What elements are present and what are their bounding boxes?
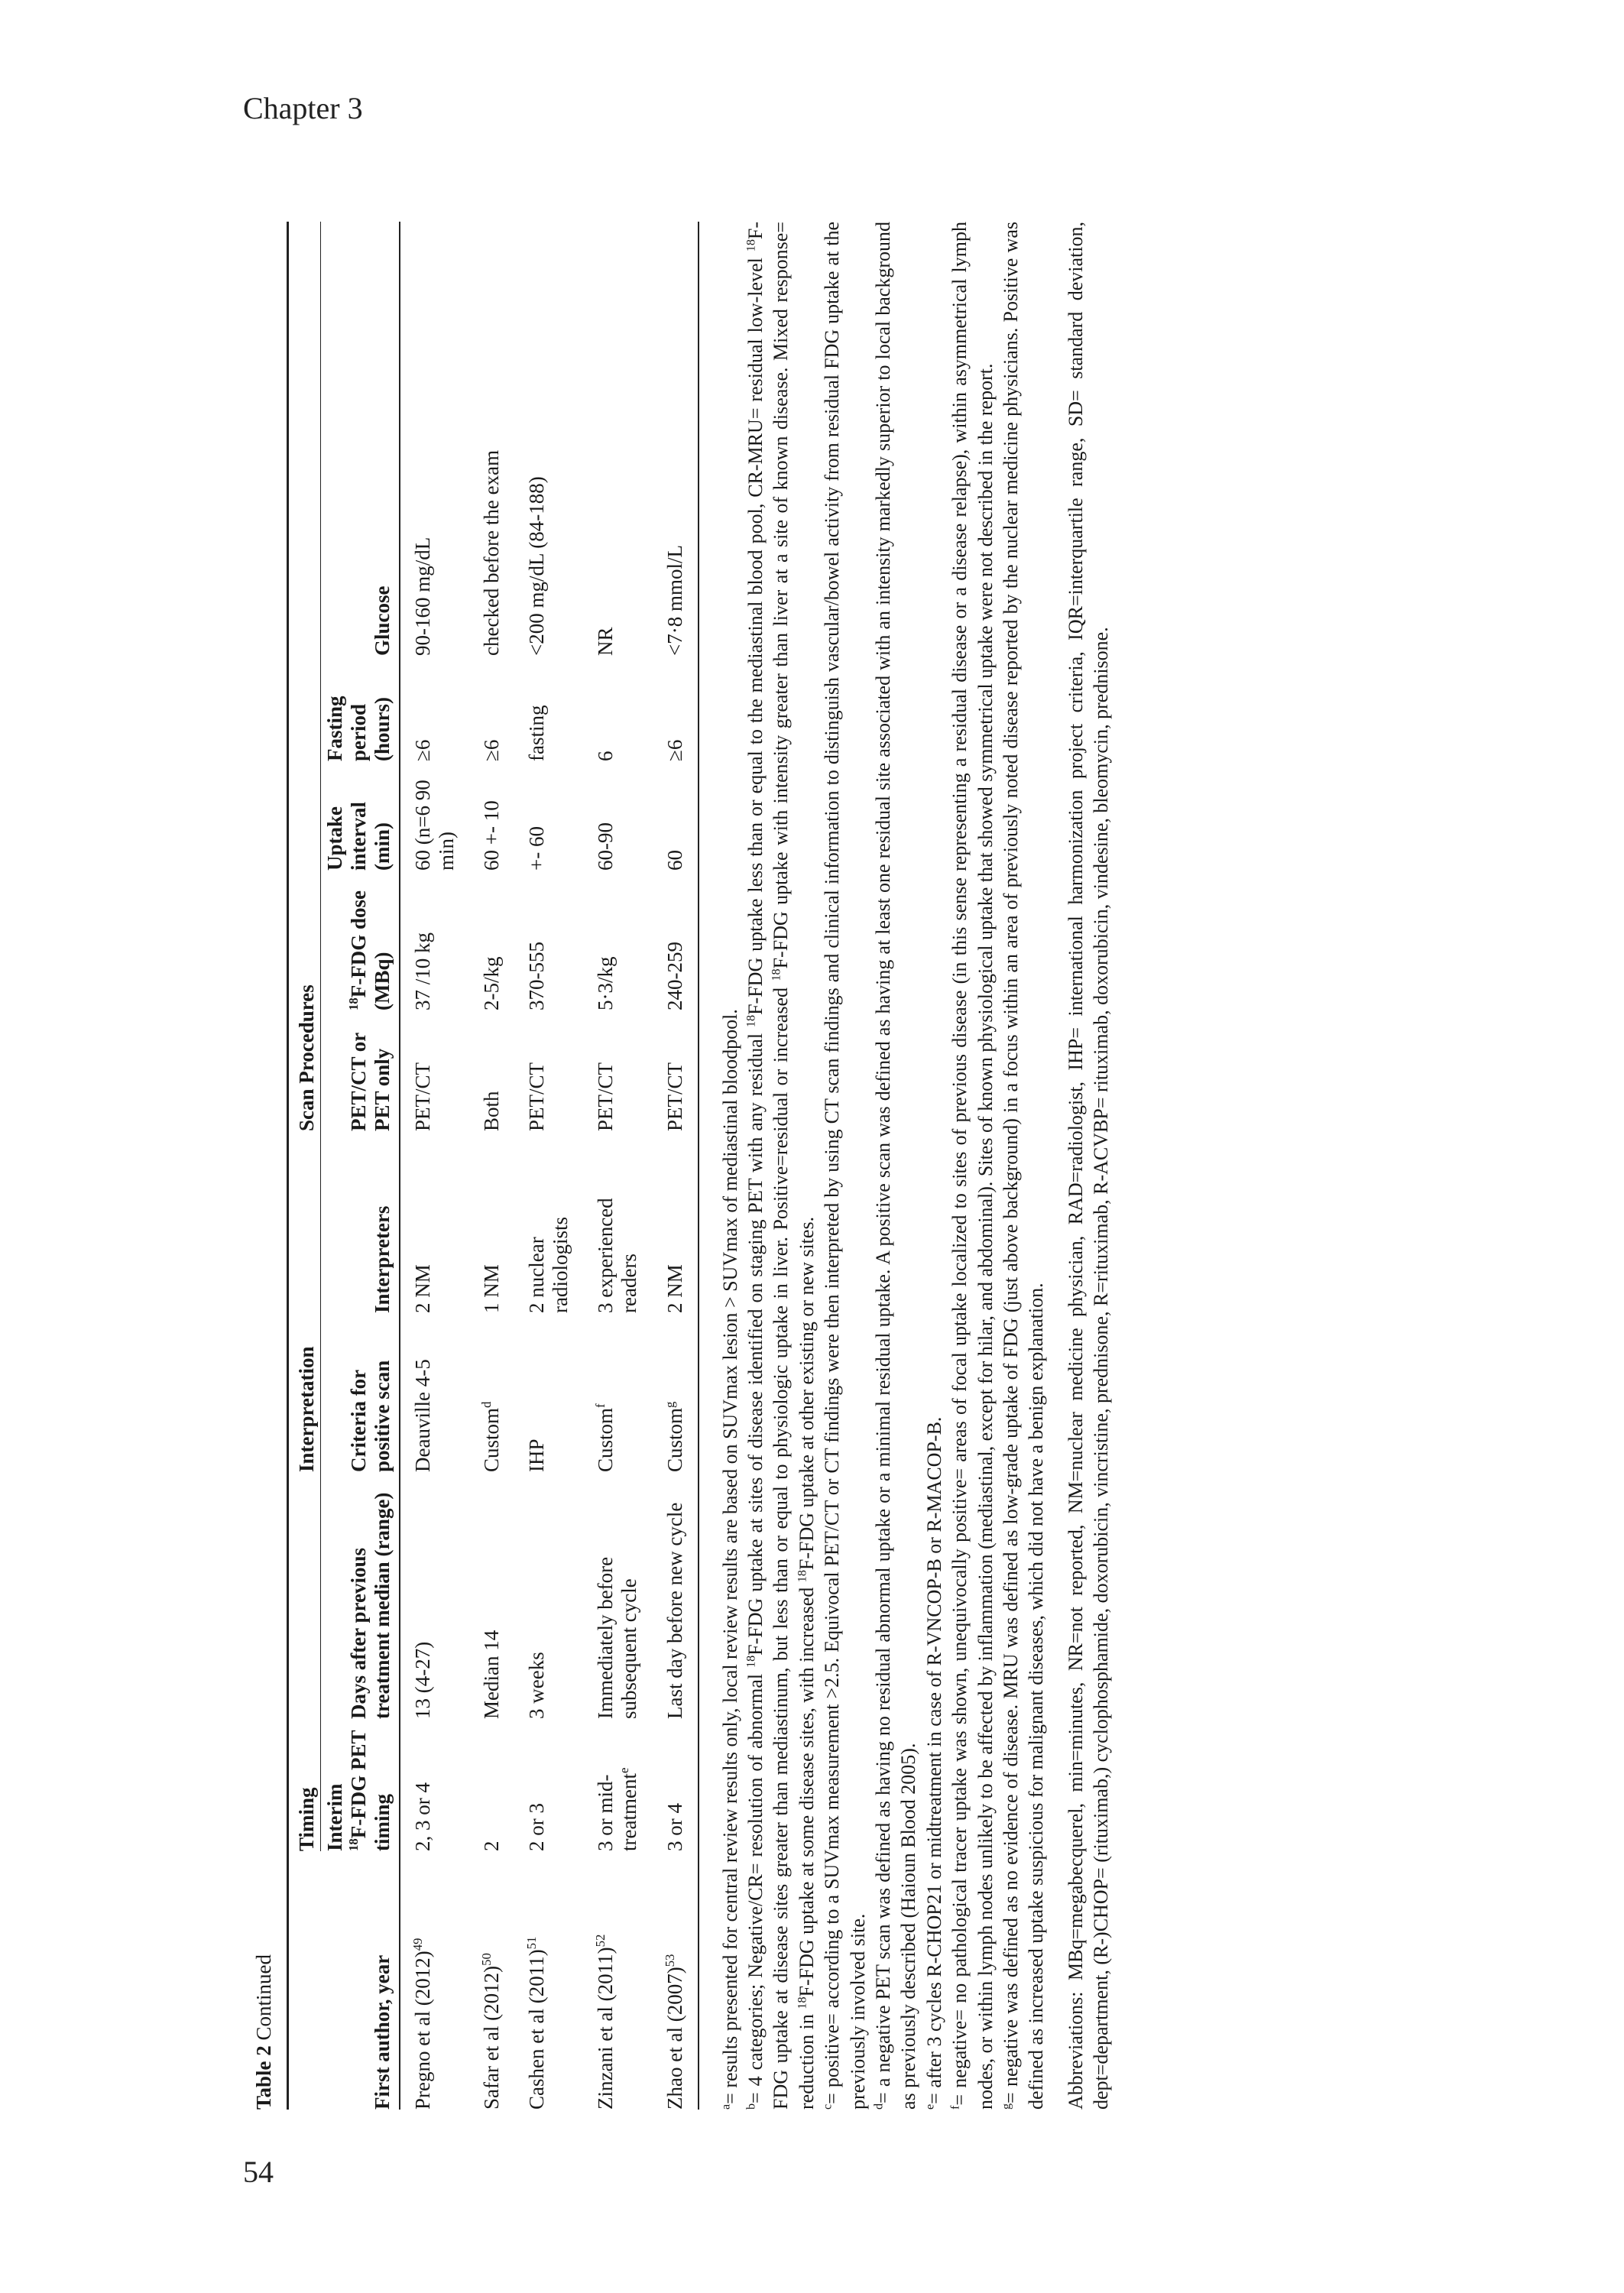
interim-value: 2, 3 or 4	[411, 1782, 435, 1851]
cell-interpreters: 1 NM	[480, 1264, 504, 1313]
author-name: Cashen et al (2011)	[525, 1949, 549, 2110]
col-glucose: Glucose	[321, 222, 400, 656]
author-name: Zhao et al (2007)	[663, 1967, 686, 2110]
author-ref: 53	[662, 1954, 677, 1967]
col-dose-text: F-FDG dose (MBq)	[347, 890, 394, 1010]
col-fasting: Fasting period (hours)	[321, 656, 400, 761]
rotated-table-block	[252, 222, 1399, 2110]
table-row	[514, 222, 583, 2110]
group-header-interpretation: Interpretation	[288, 1131, 321, 1472]
col-days: Days after previous treatment median (range)	[321, 1472, 400, 1719]
cell-author	[583, 1851, 652, 2110]
cell-author	[653, 1851, 699, 2110]
data-table	[287, 222, 699, 2110]
cell-interpreters: 2 NM	[653, 1131, 699, 1313]
cell-criteria	[514, 1313, 583, 1472]
cell-uptake: +- 60	[525, 826, 549, 871]
cell-dose: 370-555	[525, 942, 549, 1010]
group-header-scan: Scan Procedures	[288, 222, 321, 1131]
footnote-g	[998, 222, 1049, 2110]
cell-glucose: <200 mg/dL (84-188)	[525, 476, 549, 656]
table-label: Table 2	[252, 2045, 275, 2110]
col-uptake: Uptake interval (min)	[321, 761, 400, 871]
col-dose	[321, 871, 400, 1010]
cell-criteria	[583, 1313, 652, 1472]
cell-dose: 37 /10 kg	[411, 932, 435, 1010]
table-row	[653, 222, 699, 2110]
col-interim-b: F-FDG PET timing	[347, 1730, 394, 1851]
footnote-text: = after 3 cycles R-CHOP21 or midtreatment in case of R-VNCOP-B or R-MACOP-B.	[922, 1416, 945, 2104]
cell-dose: 2-5/kg	[480, 956, 504, 1010]
footnote-b	[743, 222, 819, 2110]
footnote-text: = a negative PET scan was defined as having no residual abnormal uptake or a minimal residual uptake. A positive scan was defined as having at least one residual site associated with an intensity markedly superior to local background as previously described (Haioun Blood 2005).	[872, 222, 920, 2110]
col-interim	[321, 1719, 400, 1851]
footnote-text: F-FDG uptake at disease sites greater than mediastinum, but less than or equal to physiologic uptake in liver. Positive=residual or increased	[744, 222, 793, 2110]
cell-days: Last day before new cycle	[653, 1472, 699, 1719]
footnote-text: F-FDG uptake at other existing or new sites.	[795, 1216, 818, 1571]
author-name: Zinzani et al (2011)	[594, 1947, 618, 2110]
col-author: First author, year	[321, 1851, 400, 2110]
footnote-text: = 4 categories; Negative/CR= resolution of abnormal	[744, 1667, 767, 2103]
footnote-text: F-FDG uptake at sites of disease identified on staging PET with any residual	[744, 1027, 767, 1656]
isotope-sup: 18	[744, 1655, 758, 1668]
isotope-sup: 18	[770, 968, 783, 981]
isotope-sup: 18	[744, 1014, 758, 1028]
cell-author	[514, 1851, 583, 2110]
footnote-text: F-FDG uptake less than or equal to the mediastinal blood pool, CR-MRU= residual low-level	[744, 251, 767, 1015]
col-interim-iso: 18	[346, 1838, 361, 1851]
cell-criteria	[400, 1313, 469, 1472]
cell-uptake: 60 (n=6 90 min)	[411, 780, 459, 871]
footnote-marker: e	[923, 2103, 937, 2110]
cell-fasting: ≥6	[653, 656, 699, 761]
col-criteria: Criteria for positive scan	[321, 1313, 400, 1472]
footnote-d	[870, 222, 922, 2110]
footnote-c	[819, 222, 870, 2110]
cell-uptake: 60	[653, 761, 699, 871]
footnote-text: F-FDG uptake at some disease sites, with increased	[795, 1582, 818, 1997]
footnote-marker: g	[1000, 2103, 1013, 2110]
cell-petct: PET/CT	[411, 1062, 435, 1131]
running-header-chapter: Chapter 3	[243, 91, 363, 125]
col-petct: PET/CT or PET only	[321, 1010, 400, 1131]
criteria-value: Custom	[663, 1407, 686, 1472]
cell-fasting: ≥6	[411, 739, 435, 761]
table-row	[469, 222, 514, 2110]
group-header-row	[288, 222, 321, 2110]
footnote-marker: d	[872, 2103, 886, 2110]
column-header-row	[321, 222, 400, 2110]
isotope-sup: 18	[796, 1996, 809, 2009]
footnote-marker: a	[718, 2103, 732, 2110]
cell-interim	[400, 1719, 469, 1851]
cell-petct: Both	[480, 1091, 504, 1131]
criteria-sup: d	[479, 1401, 494, 1408]
cell-fasting: 6	[594, 751, 618, 761]
footnote-a	[718, 222, 743, 2110]
table-title	[252, 222, 276, 2110]
cell-dose: 5·3/kg	[594, 956, 618, 1010]
footnote-e	[922, 222, 947, 2110]
footnote-f	[947, 222, 998, 2110]
criteria-value: Custom	[594, 1407, 618, 1472]
footnote-marker: c	[821, 2103, 835, 2110]
group-header-timing: Timing	[288, 1472, 321, 1851]
cell-criteria	[469, 1313, 514, 1472]
interim-value: 3 or mid-treatment	[594, 1773, 641, 1851]
footnote-text: = negative was defined as no evidence of disease. MRU was defined as low-grade uptake of FDG (just above background) in a focus within an area of previously noted disease reported by the nuclear medicine physicians. Positive was defined as increased uptake suspicious for malignant diseases, which did not have a benign explanation.	[1000, 222, 1048, 2110]
cell-author	[469, 1851, 514, 2110]
footnote-text: = negative= no pathological tracer uptake was shown, unequivocally positive= areas of focal uptake localized to sites of previous disease (in this sense representing a residual disease or a disease relapse), within asymmetrical lymph nodes, or within lymph nodes unlikely to be affected by inflammation (mediastinal, except for hilar, and abdominal). Sites of known physiological uptake that showed symmetrical uptake were not described in the report.	[948, 222, 997, 2110]
interim-value: 2	[480, 1841, 504, 1851]
cell-petct: PET/CT	[525, 1062, 549, 1131]
abbreviations: Abbreviations: MBq=megabecquerel, min=minutes, NR=not reported, NM=nuclear medicine physician, RAD=radiologist, IHP= international harmonization project criteria, IQR=interquartile range, SD= standard deviation, dept=department, (R-)CHOP= (rituximab,) cyclophosphamide, doxorubicin, vincristine, prednisone, R=rituximab, R-ACVBP= rituximab, doxorubicin, vindesine, bleomycin, prednisone.	[1064, 222, 1113, 2110]
criteria-value: Deauville 4-5	[411, 1359, 435, 1472]
cell-interim	[583, 1719, 652, 1851]
interim-value: 3 or 4	[663, 1803, 686, 1851]
footnote-marker: b	[744, 2103, 758, 2110]
author-ref: 50	[479, 1953, 494, 1966]
cell-days: Median 14	[480, 1630, 504, 1719]
col-dose-iso: 18	[346, 997, 361, 1010]
criteria-value: IHP	[525, 1438, 549, 1472]
cell-days: 3 weeks	[525, 1652, 549, 1719]
author-name: Safar et al (2012)	[480, 1965, 504, 2110]
table-row	[583, 222, 652, 2110]
interim-sup: e	[617, 1767, 632, 1774]
cell-glucose: 90-160 mg/dL	[411, 537, 435, 656]
cell-glucose: NR	[594, 627, 618, 656]
footnote-text: = results presented for central review results only, local review results are based on SUVmax lesion > SUVmax of mediastinal bloodpool.	[718, 1009, 741, 2104]
col-interim-a: Interim	[323, 1783, 347, 1851]
criteria-sup: g	[662, 1401, 677, 1408]
table-row	[400, 222, 469, 2110]
cell-fasting: fasting	[525, 705, 549, 761]
cell-days: Immediately before subsequent cycle	[594, 1556, 641, 1719]
author-ref: 49	[410, 1938, 426, 1951]
cell-interpreters: 2 NM	[411, 1264, 435, 1313]
interim-value: 2 or 3	[525, 1803, 549, 1851]
cell-interim	[469, 1719, 514, 1851]
footnote-text: = positive= according to a SUVmax measurement >2.5. Equivocal PET/CT or CT findings were then interpreted by using CT scan findings and clinical information to distinguish vascular/bowel activity from residual FDG uptake at the previously involved site.	[821, 222, 869, 2110]
cell-author	[400, 1851, 469, 2110]
cell-uptake: 60 +- 10	[480, 800, 504, 871]
cell-glucose: checked before the exam	[480, 449, 504, 656]
author-ref: 52	[593, 1934, 608, 1948]
cell-dose: 240-259	[653, 871, 699, 1010]
table-footnotes	[718, 222, 1049, 2110]
cell-glucose: <7·8 mmol/L	[653, 222, 699, 656]
cell-fasting: ≥6	[480, 739, 504, 761]
cell-interpreters: 3 experienced readers	[594, 1198, 641, 1313]
cell-uptake: 60-90	[594, 822, 618, 871]
author-name: Pregno et al (2012)	[411, 1951, 435, 2110]
criteria-value: Custom	[480, 1407, 504, 1472]
page-number: 54	[243, 2155, 274, 2189]
footnote-text: F-FDG uptake with intensity greater than liver at a site of known disease. Mixed response= reduction in	[770, 222, 818, 2110]
author-ref: 51	[524, 1936, 540, 1950]
cell-petct: PET/CT	[594, 1062, 618, 1131]
col-interpreters: Interpreters	[321, 1131, 400, 1313]
cell-interim	[514, 1719, 583, 1851]
cell-days: 13 (4-27)	[411, 1641, 435, 1719]
cell-petct: PET/CT	[653, 1010, 699, 1131]
isotope-sup: 18	[796, 1570, 809, 1583]
cell-interpreters: 2 nuclear radiologists	[525, 1217, 572, 1313]
group-empty	[288, 1851, 321, 2110]
cell-criteria	[653, 1313, 699, 1472]
criteria-sup: f	[593, 1403, 608, 1408]
table-continued: Continued	[252, 1954, 275, 2046]
isotope-sup: 18	[744, 239, 758, 252]
footnote-marker: f	[948, 2105, 962, 2110]
cell-interim	[653, 1719, 699, 1851]
